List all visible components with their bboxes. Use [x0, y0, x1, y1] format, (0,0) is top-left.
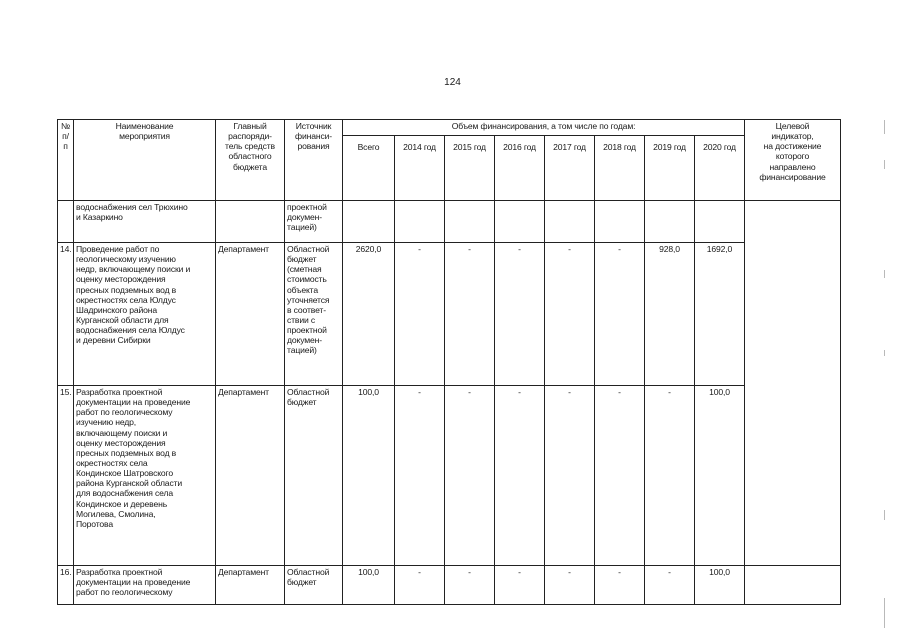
funding-year-value [595, 201, 645, 243]
scan-margin-marks [878, 120, 890, 640]
funding-source: Областной бюджет [285, 386, 343, 566]
page-number: 124 [444, 77, 461, 88]
funding-year-value [445, 201, 495, 243]
funding-year-value: - [395, 243, 445, 386]
target-indicator-cell [745, 566, 841, 605]
funding-year-value: - [445, 243, 495, 386]
table-row [58, 201, 841, 243]
header-year: 2019 год [645, 136, 695, 201]
funding-year-value: - [595, 566, 645, 605]
funding-source: Областной бюджет [285, 566, 343, 605]
header-funding-source: Источник финанси- рования [285, 120, 343, 201]
header-year: 2018 год [595, 136, 645, 201]
funding-year-value: - [595, 386, 645, 566]
funding-total [343, 201, 395, 243]
funding-year-value: 100,0 [695, 566, 745, 605]
funding-year-value [495, 201, 545, 243]
budget-manager [216, 201, 285, 243]
funding-year-value: - [445, 566, 495, 605]
measure-name: Разработка проектной документации на проведение работ по геологическому [74, 566, 216, 605]
row-number [58, 201, 74, 243]
measure-name: водоснабжения сел Трюхино и Казаркино [74, 201, 216, 243]
funding-year-value: - [545, 566, 595, 605]
funding-source: Областной бюджет (сметная стоимость объекта уточняется в соответ- ствии с проектной докумен- тацией) [285, 243, 343, 386]
funding-year-value: - [495, 386, 545, 566]
header-year: 2015 год [445, 136, 495, 201]
funding-year-value [395, 201, 445, 243]
funding-year-value [695, 201, 745, 243]
funding-year-value: - [445, 386, 495, 566]
funding-year-value [645, 201, 695, 243]
header-total: Всего [343, 136, 395, 201]
budget-manager: Департамент [216, 386, 285, 566]
funding-year-value: - [645, 386, 695, 566]
row-number: 14. [58, 243, 74, 386]
funding-year-value: - [645, 566, 695, 605]
funding-year-value: 1692,0 [695, 243, 745, 386]
table-row [58, 243, 841, 386]
funding-year-value: 100,0 [695, 386, 745, 566]
header-row [58, 120, 841, 136]
row-number: 16. [58, 566, 74, 605]
funding-year-value: - [495, 243, 545, 386]
funding-total: 2620,0 [343, 243, 395, 386]
header-number: № п/п [58, 120, 74, 201]
header-year: 2020 год [695, 136, 745, 201]
budget-manager: Департамент [216, 243, 285, 386]
header-budget-manager: Главный распоряди- тель средств областного бюджета [216, 120, 285, 201]
table-row [58, 566, 841, 605]
funding-table [57, 119, 841, 605]
funding-total: 100,0 [343, 386, 395, 566]
funding-source: проектной докумен- тацией) [285, 201, 343, 243]
budget-manager: Департамент [216, 566, 285, 605]
funding-total: 100,0 [343, 566, 395, 605]
funding-year-value [545, 201, 595, 243]
funding-year-value: - [545, 243, 595, 386]
funding-year-value: - [495, 566, 545, 605]
target-indicator-cell [745, 201, 841, 566]
funding-year-value: - [395, 566, 445, 605]
row-number: 15. [58, 386, 74, 566]
header-year: 2016 год [495, 136, 545, 201]
table-row [58, 386, 841, 566]
header-target-indicator: Целевой индикатор, на достижение которого направлено финансирование [745, 120, 841, 201]
measure-name: Проведение работ по геологическому изучению недр, включающему поиски и оценку месторождения пресных подземных вод в окрестностях села Юлдус Шадринского района Курганской области для водоснабжения села Юлдус и деревни Сибирки [74, 243, 216, 386]
funding-year-value: - [595, 243, 645, 386]
measure-name: Разработка проектной документации на проведение работ по геологическому изучению недр, включающему поиски и оценку месторождения пресных подземных вод в окрестностях села Кондинское Шатровского района Курганской области для водоснабжения села Кондинское и деревень Могилева, Смолина, Поротова [74, 386, 216, 566]
header-year: 2014 год [395, 136, 445, 201]
funding-year-value: - [545, 386, 595, 566]
funding-year-value: - [395, 386, 445, 566]
header-year: 2017 год [545, 136, 595, 201]
header-measure-name: Наименование мероприятия [74, 120, 216, 201]
header-funding-volume: Объем финансирования, а том числе по годам: [343, 120, 745, 136]
funding-year-value: 928,0 [645, 243, 695, 386]
